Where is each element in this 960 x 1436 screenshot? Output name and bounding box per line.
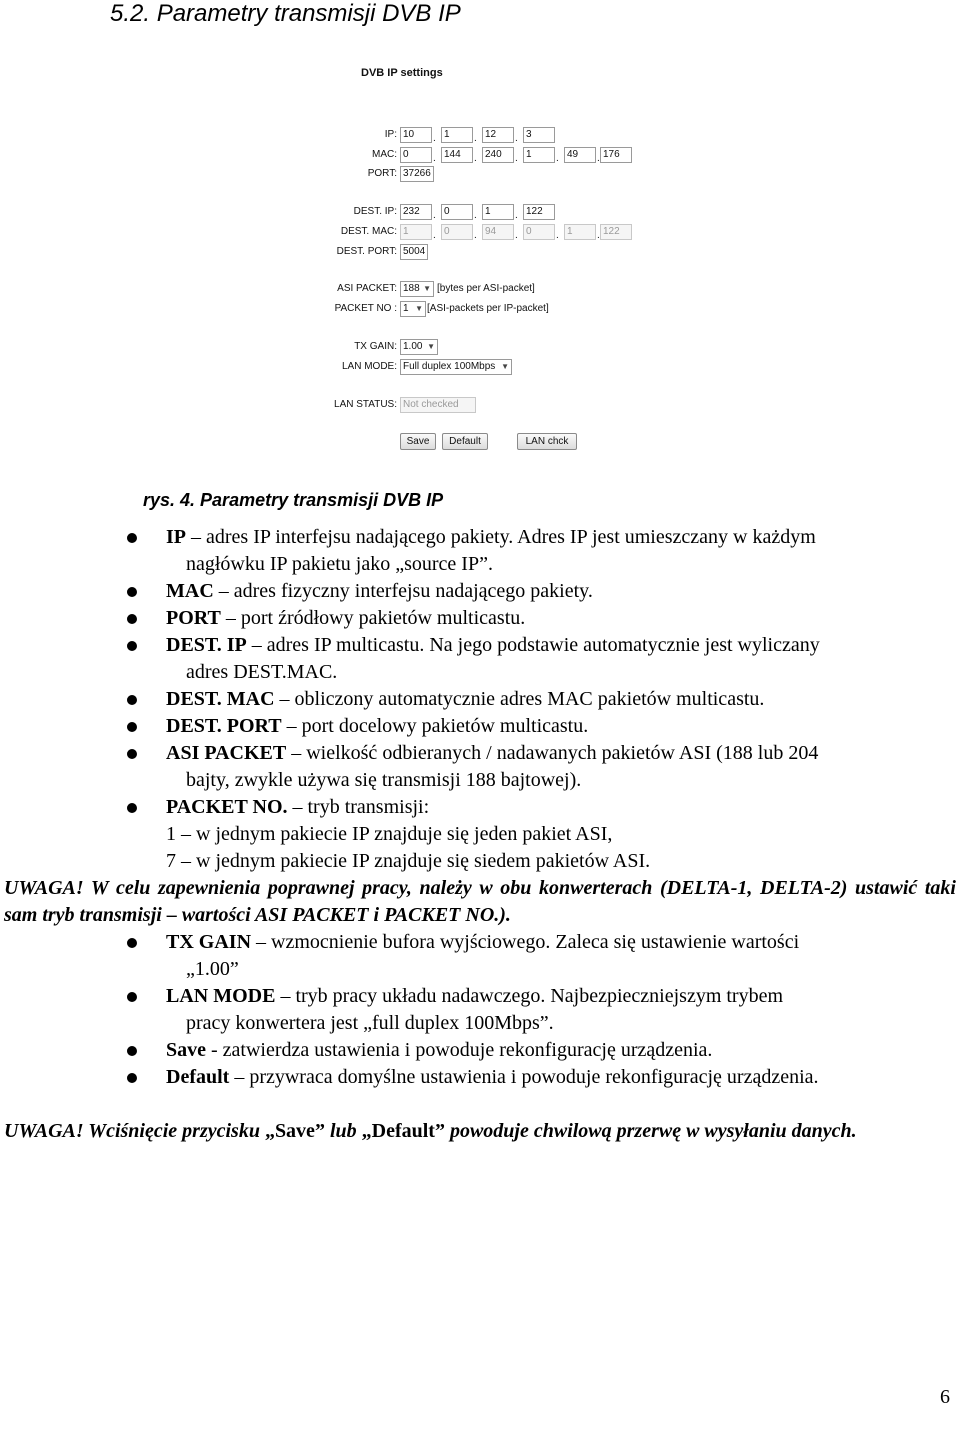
packet-no-row (300, 301, 640, 317)
dest-port-row (300, 244, 640, 260)
term-lan-mode: LAN MODE (166, 985, 276, 1007)
dest-port-input[interactable]: 5004 (400, 244, 428, 260)
port-label: PORT: (367, 168, 397, 179)
term-port: PORT (166, 607, 221, 629)
mac-byte-2-input[interactable]: 144 (441, 147, 473, 163)
asi-packet-row (300, 281, 640, 297)
dest-port-label: DEST. PORT: (336, 246, 397, 257)
asi-packet-label: ASI PACKET: (337, 283, 397, 294)
list-item: TX GAIN – wzmocnienie bufora wyjściowego. Zaleca się ustawienie wartości „1.00” (0, 929, 960, 983)
ip-octet-2-input[interactable]: 1 (441, 127, 473, 143)
ip-octet-3-input[interactable]: 12 (482, 127, 514, 143)
term-save: Save (166, 1039, 206, 1061)
ip-label: IP: (384, 129, 397, 140)
list-item: DEST. MAC – obliczony automatycznie adres MAC pakietów multicastu. (0, 686, 960, 713)
document-body (0, 524, 960, 1145)
dest-mac-byte-4-field: 0 (523, 224, 555, 240)
dest-ip-octet-3-input[interactable]: 1 (482, 204, 514, 220)
dvb-ip-settings-panel (300, 55, 640, 465)
list-item: PORT – port źródłowy pakietów multicastu. (0, 605, 960, 632)
list-item: LAN MODE – tryb pracy układu nadawczego. Najbezpieczniejszym trybem pracy konwertera jest „full duplex 100Mbps”. (0, 983, 960, 1037)
list-item: DEST. PORT – port docelowy pakietów multicastu. (0, 713, 960, 740)
term-dest-port: DEST. PORT (166, 715, 282, 737)
mac-row: MAC: 0 . 144 . 240 . 1 . 49 . 176 (300, 147, 640, 163)
mac-byte-4-input[interactable]: 1 (523, 147, 555, 163)
lan-check-button[interactable]: LAN chck (517, 433, 577, 450)
lan-mode-select[interactable] (400, 359, 512, 375)
dest-mac-byte-3-field: 94 (482, 224, 514, 240)
packet-no-label: PACKET NO : (334, 303, 397, 314)
dest-mac-byte-6-field: 122 (600, 224, 632, 240)
lan-status-row (300, 397, 640, 413)
dest-ip-octet-2-input[interactable]: 0 (441, 204, 473, 220)
lan-status-field: Not checked (400, 397, 476, 413)
term-dest-ip: DEST. IP (166, 634, 247, 656)
tx-gain-label: TX GAIN: (354, 341, 397, 352)
term-asi-packet: ASI PACKET (166, 742, 287, 764)
lan-mode-row (300, 359, 640, 375)
term-packet-no: PACKET NO. (166, 796, 288, 818)
dest-ip-octet-1-input[interactable]: 232 (400, 204, 432, 220)
panel-title: DVB IP settings (361, 67, 443, 79)
list-item: PACKET NO. – tryb transmisji: 1 – w jednym pakiecie IP znajduje się jeden pakiet ASI, 7 – w jednym pakiecie IP znajduje się siedem pakietów ASI. (0, 794, 960, 875)
dest-ip-label: DEST. IP: (353, 206, 397, 217)
port-row (300, 166, 640, 182)
list-item: ASI PACKET – wielkość odbieranych / nadawanych pakietów ASI (188 lub 204 bajty, zwykle używa się transmisji 188 bajtowej). (0, 740, 960, 794)
dest-mac-label: DEST. MAC: (340, 226, 397, 237)
term-tx-gain: TX GAIN (166, 931, 252, 953)
lan-status-label: LAN STATUS: (334, 399, 397, 410)
ip-octet-1-input[interactable]: 10 (400, 127, 432, 143)
list-item: MAC – adres fizyczny interfejsu nadającego pakiety. (0, 578, 960, 605)
asi-packet-unit: [bytes per ASI-packet] (437, 283, 535, 294)
dest-ip-row: DEST. IP: 232 . 0 . 1 . 122 (300, 204, 640, 220)
term-mac: MAC (166, 580, 214, 602)
dest-mac-byte-5-field: 1 (564, 224, 596, 240)
term-default: Default (166, 1066, 230, 1088)
list-item: Save - zatwierdza ustawienia i powoduje rekonfigurację urządzenia. (0, 1037, 960, 1064)
packet-no-unit: [ASI-packets per IP-packet] (427, 303, 549, 314)
mac-byte-5-input[interactable]: 49 (564, 147, 596, 163)
warning-note-2: UWAGA! Wciśnięcie przycisku „Save” lub „Default” powoduje chwilową przerwę w wysyłaniu danych. (4, 1120, 857, 1142)
chevron-down-icon: ▼ (415, 304, 423, 313)
lan-mode-value: Full duplex 100Mbps (403, 361, 496, 372)
packet-no-select[interactable] (400, 301, 426, 317)
dest-ip-octet-4-input[interactable]: 122 (523, 204, 555, 220)
chevron-down-icon: ▼ (427, 342, 435, 351)
list-item: Default – przywraca domyślne ustawienia i powoduje rekonfigurację urządzenia. (0, 1064, 960, 1091)
section-heading: 5.2. Parametry transmisji DVB IP (110, 0, 461, 27)
ip-row: IP: 10 . 1 . 12 . 3 (300, 127, 640, 143)
mac-label: MAC: (372, 149, 397, 160)
mac-byte-1-input[interactable]: 0 (400, 147, 432, 163)
asi-packet-value: 188 (403, 283, 420, 294)
chevron-down-icon: ▼ (423, 284, 431, 293)
chevron-down-icon: ▼ (501, 362, 509, 371)
dest-mac-byte-2-field: 0 (441, 224, 473, 240)
list-item: IP – adres IP interfejsu nadającego pakiety. Adres IP jest umieszczany w każdym nagłówku IP pakietu jako „source IP”. (0, 524, 960, 578)
page-number: 6 (940, 1386, 950, 1408)
lan-mode-label: LAN MODE: (341, 361, 397, 372)
ip-octet-4-input[interactable]: 3 (523, 127, 555, 143)
term-ip: IP (166, 526, 186, 548)
buttons-row (300, 433, 640, 449)
mac-byte-6-input[interactable]: 176 (600, 147, 632, 163)
mac-byte-3-input[interactable]: 240 (482, 147, 514, 163)
tx-gain-row (300, 339, 640, 355)
tx-gain-value: 1.00 (403, 341, 423, 352)
port-input[interactable]: 37266 (400, 166, 434, 182)
tx-gain-select[interactable] (400, 339, 438, 355)
figure-caption: rys. 4. Parametry transmisji DVB IP (143, 490, 444, 510)
asi-packet-select[interactable] (400, 281, 434, 297)
dest-mac-byte-1-field: 1 (400, 224, 432, 240)
dest-mac-row: DEST. MAC: 1 . 0 . 94 . 0 . 1 . 122 (300, 224, 640, 240)
term-dest-mac: DEST. MAC (166, 688, 275, 710)
default-button[interactable]: Default (442, 433, 488, 450)
packet-no-value: 1 (403, 303, 409, 314)
list-item: DEST. IP – adres IP multicastu. Na jego podstawie automatycznie jest wyliczany adres DEST.MAC. (0, 632, 960, 686)
save-button[interactable]: Save (400, 433, 436, 450)
warning-note-1: UWAGA! W celu zapewnienia poprawnej pracy, należy w obu konwerterach (DELTA-1, DELTA-2) ustawić taki sam tryb transmisji – wartości ASI PACKET i PACKET NO.). (4, 877, 956, 926)
